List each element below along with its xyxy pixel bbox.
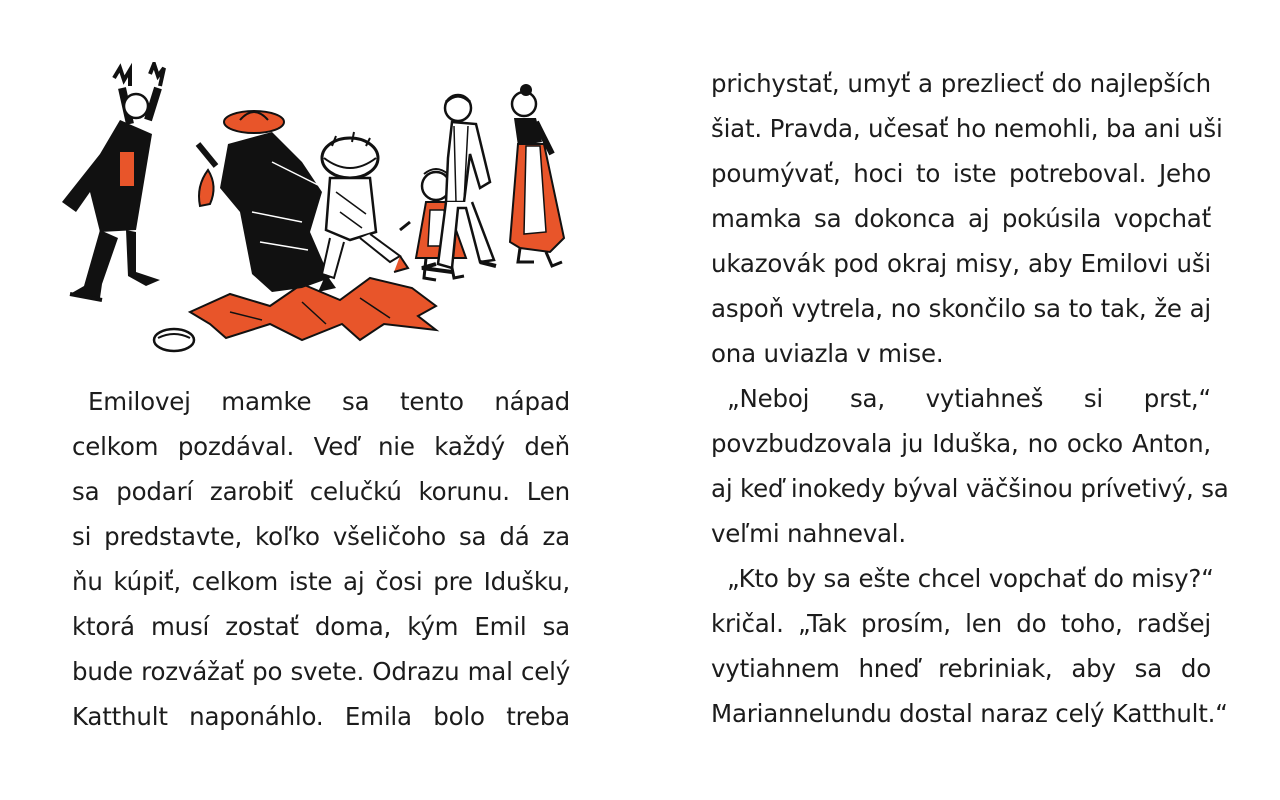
text-line: povzbudzovala ju Iduška, no ocko Anton, <box>711 429 1211 458</box>
text-line: aspoň vytrela, no skončilo sa to tak, že aj <box>711 294 1211 323</box>
paragraph-end-line: veľmi nahneval. <box>711 519 906 548</box>
text-line: Emilovej mamke sa tento nápad <box>88 387 570 416</box>
right-page <box>640 0 1280 800</box>
text-line: poumývať, hoci to iste potreboval. Jeho <box>711 159 1211 188</box>
text-line: kričal. „Tak prosím, len do toho, radšej <box>711 609 1211 638</box>
bowl-shard <box>154 329 194 351</box>
text-line: ukazovák pod okraj misy, aby Emilovi uši <box>711 249 1211 278</box>
right-page-text <box>711 61 1229 736</box>
red-cloth <box>190 278 436 340</box>
maid-figure <box>510 84 564 266</box>
text-line: prichystať, umyť a prezliecť do najlepších <box>711 69 1211 98</box>
paragraph-end-line: Mariannelundu dostal naraz celý Katthult.“ <box>711 699 1228 728</box>
dialogue-line: „Kto by sa ešte chcel vopchať do misy?“ <box>727 564 1214 593</box>
text-line: šiat. Pravda, učesať ho nemohli, ba ani uši <box>711 114 1223 143</box>
father-figure <box>62 64 164 300</box>
text-line: ktorá musí zostať doma, kým Emil sa <box>72 612 570 641</box>
paragraph-end-line: ona uviazla v mise. <box>711 339 944 368</box>
emil-with-bowl <box>318 132 408 292</box>
text-line: celkom pozdával. Veď nie každý deň <box>72 432 570 461</box>
mother-figure <box>198 111 330 292</box>
text-line: Katthult naponáhlo. Emila bolo treba <box>72 702 570 731</box>
text-line: aj keď inokedy býval väčšinou prívetivý, sa <box>711 474 1229 503</box>
illustration-drawing <box>40 62 600 362</box>
text-line: bude rozvážať po svete. Odrazu mal celý <box>72 657 570 686</box>
text-line: mamka sa dokonca aj pokúsila vopchať <box>711 204 1211 233</box>
dialogue-line: „Neboj sa, vytiahneš si prst,“ <box>727 384 1211 413</box>
text-line: ňu kúpiť, celkom iste aj čosi pre Idušku, <box>72 567 570 596</box>
left-page-text <box>72 379 570 739</box>
illustration-family-scene <box>40 62 600 362</box>
text-line: vytiahnem hneď rebriniak, aby sa do <box>711 654 1211 683</box>
text-line: si predstavte, koľko všeličoho sa dá za <box>72 522 570 551</box>
text-line: sa podarí zarobiť celučkú korunu. Len <box>72 477 570 506</box>
